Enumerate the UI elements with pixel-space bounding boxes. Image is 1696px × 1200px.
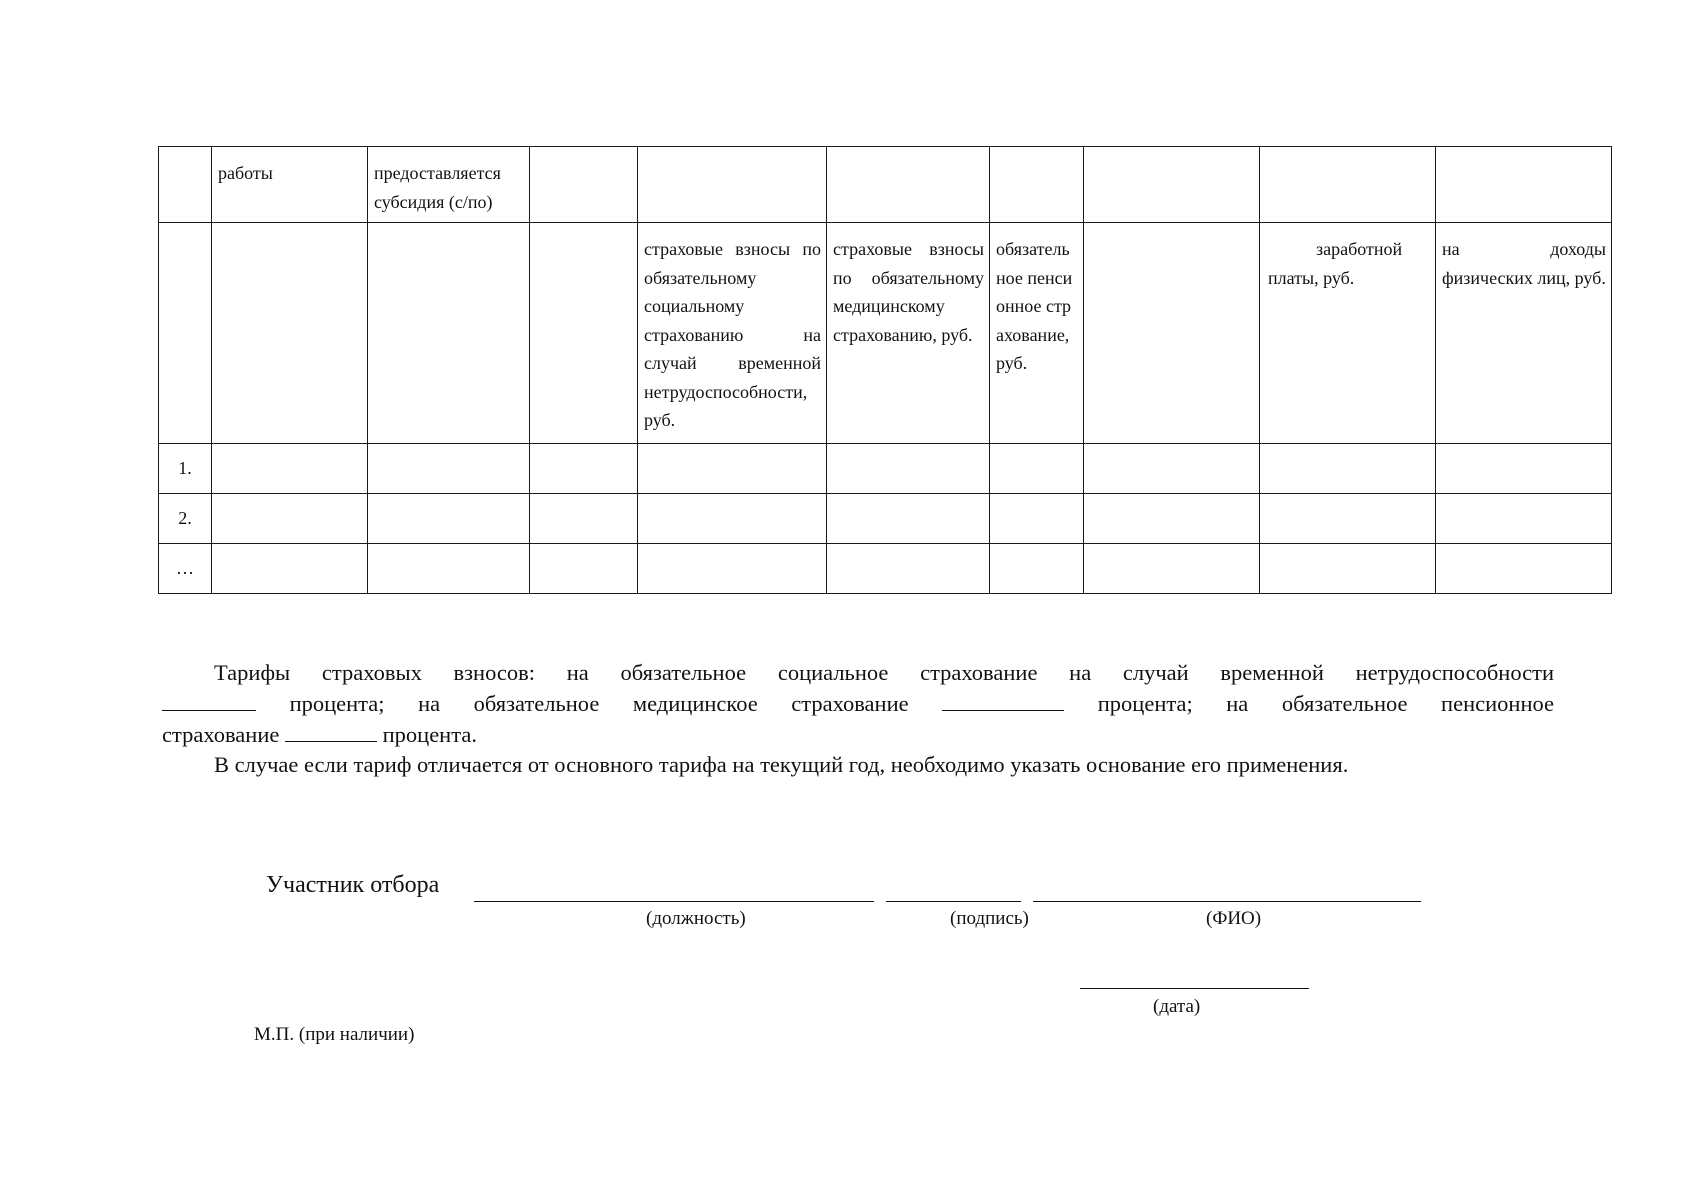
tariffs-text: Тарифы страховых взносов: на обязательное социальное страхование на случай временной нетрудоспособности bbox=[214, 660, 1554, 685]
table-cell bbox=[827, 544, 990, 594]
position-caption: (должность) bbox=[646, 908, 746, 929]
header-cell bbox=[827, 147, 990, 223]
table-cell bbox=[530, 444, 638, 494]
table-cell bbox=[368, 444, 530, 494]
table-cell bbox=[1084, 494, 1260, 544]
tariffs-paragraph bbox=[162, 658, 1554, 780]
table-cell bbox=[990, 444, 1084, 494]
participant-label: Участник отбора bbox=[266, 872, 440, 898]
social-rate-blank[interactable] bbox=[162, 688, 256, 711]
table-cell bbox=[1084, 444, 1260, 494]
header-pension-insurance: обязательное пенсионное страхование, руб. bbox=[990, 223, 1084, 444]
date-field-line[interactable] bbox=[1080, 988, 1309, 989]
header-cell bbox=[638, 147, 827, 223]
header-cell bbox=[530, 147, 638, 223]
signature-field-line[interactable] bbox=[886, 901, 1021, 902]
table-subheader-row bbox=[159, 223, 1612, 444]
table-header-row bbox=[159, 147, 1612, 223]
table-cell bbox=[368, 494, 530, 544]
subheader-cell bbox=[1084, 223, 1260, 444]
name-field-line[interactable] bbox=[1033, 901, 1421, 902]
header-cell-subsidy-period: предоставляется субсидия (с/по) bbox=[368, 147, 530, 223]
table-cell bbox=[1260, 544, 1436, 594]
table-cell bbox=[1260, 444, 1436, 494]
subheader-cell bbox=[530, 223, 638, 444]
date-caption: (дата) bbox=[1153, 996, 1201, 1017]
table-cell bbox=[1436, 544, 1612, 594]
header-cell bbox=[1260, 147, 1436, 223]
subheader-cell bbox=[212, 223, 368, 444]
header-income-tax: на доходы физических лиц, руб. bbox=[1436, 223, 1612, 444]
header-social-insurance: страховые взносы по обязательному социальному страхованию на случай временной нетрудоспособности, руб. bbox=[638, 223, 827, 444]
table-cell bbox=[638, 494, 827, 544]
tariffs-line-1 bbox=[162, 658, 1554, 688]
stamp-note: М.П. (при наличии) bbox=[254, 1024, 415, 1045]
table-cell bbox=[990, 494, 1084, 544]
table-cell bbox=[212, 494, 368, 544]
table-cell bbox=[530, 544, 638, 594]
table-cell bbox=[990, 544, 1084, 594]
table-cell bbox=[827, 494, 990, 544]
name-caption: (ФИО) bbox=[1206, 908, 1262, 929]
header-cell bbox=[1436, 147, 1612, 223]
signature-caption: (подпись) bbox=[950, 908, 1029, 929]
table-cell bbox=[368, 544, 530, 594]
header-medical-insurance: страховые взносы по обязательному медицинскому страхованию, руб. bbox=[827, 223, 990, 444]
tariffs-line-2 bbox=[162, 688, 1554, 719]
table-cell bbox=[638, 444, 827, 494]
table-cell bbox=[212, 544, 368, 594]
tariffs-text: процента; на обязательное медицинское страхование bbox=[289, 691, 909, 716]
row-number: 1. bbox=[159, 444, 212, 494]
tariffs-text: процента. bbox=[382, 722, 477, 747]
medical-rate-blank[interactable] bbox=[942, 688, 1064, 711]
table-cell bbox=[1260, 494, 1436, 544]
table-row bbox=[159, 444, 1612, 494]
subsidy-table bbox=[158, 146, 1612, 594]
header-cell-work: работы bbox=[212, 147, 368, 223]
table-cell bbox=[1436, 494, 1612, 544]
position-field-line[interactable] bbox=[474, 901, 874, 902]
header-cell bbox=[159, 147, 212, 223]
table-cell bbox=[638, 544, 827, 594]
table-cell bbox=[530, 494, 638, 544]
table-cell bbox=[827, 444, 990, 494]
table-row bbox=[159, 544, 1612, 594]
table-cell bbox=[1436, 444, 1612, 494]
tariffs-line-3 bbox=[162, 719, 1554, 750]
row-number: 2. bbox=[159, 494, 212, 544]
tariffs-text: страхование bbox=[162, 722, 280, 747]
header-salary: заработной платы, руб. bbox=[1260, 223, 1436, 444]
subheader-cell bbox=[368, 223, 530, 444]
row-number: … bbox=[159, 544, 212, 594]
header-cell bbox=[990, 147, 1084, 223]
subheader-cell bbox=[159, 223, 212, 444]
note-paragraph: В случае если тариф отличается от основного тарифа на текущий год, необходимо указать основание его применения. bbox=[214, 752, 1349, 777]
table-row bbox=[159, 494, 1612, 544]
header-cell bbox=[1084, 147, 1260, 223]
table-cell bbox=[1084, 544, 1260, 594]
table-cell bbox=[212, 444, 368, 494]
tariffs-text: процента; на обязательное пенсионное bbox=[1097, 691, 1554, 716]
pension-rate-blank[interactable] bbox=[285, 719, 377, 742]
